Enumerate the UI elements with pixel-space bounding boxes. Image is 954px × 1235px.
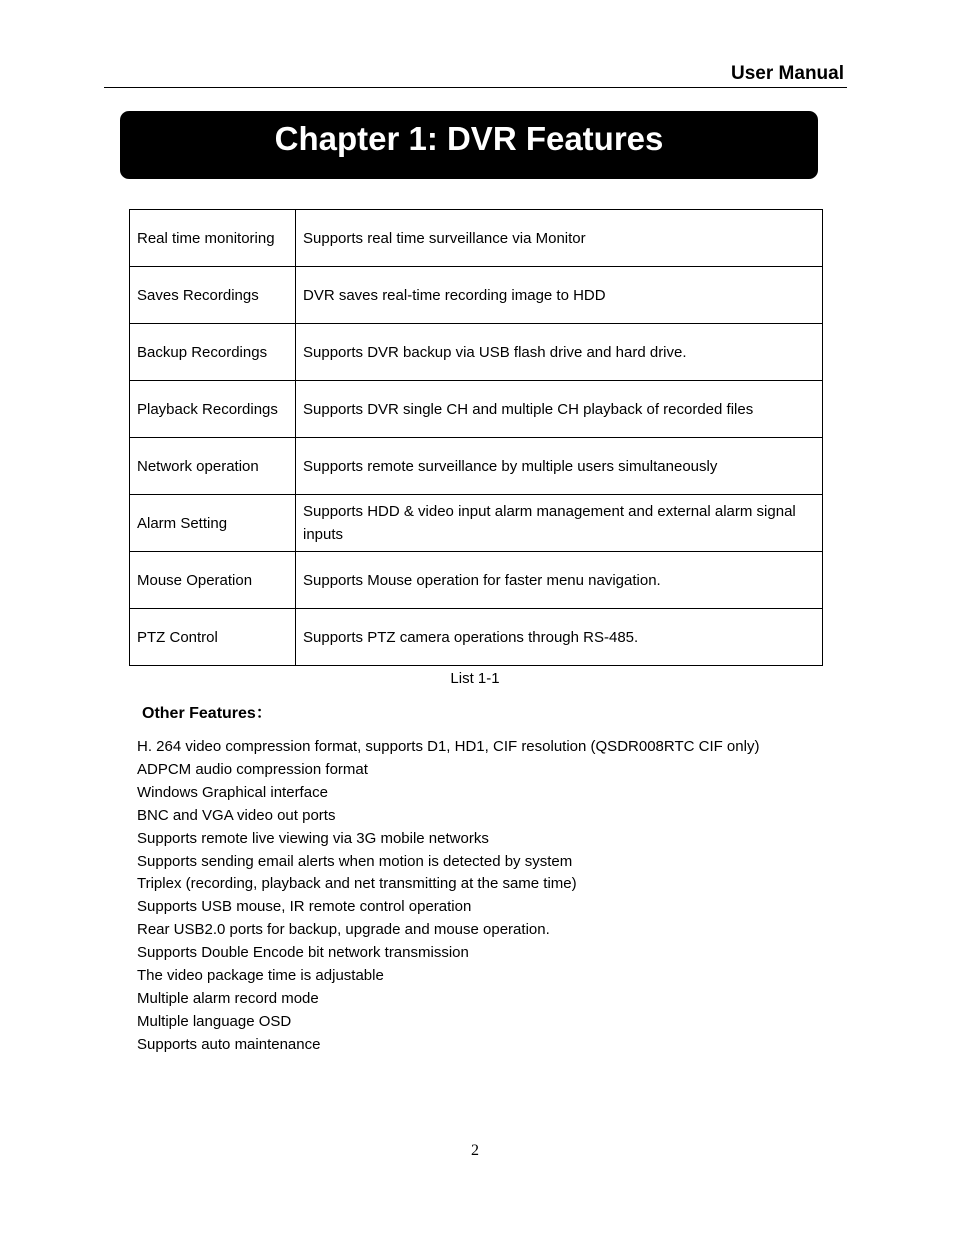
list-item: Supports remote live viewing via 3G mobile networks [137, 829, 489, 847]
table-row [130, 381, 823, 438]
chapter-banner [120, 111, 818, 179]
list-item: Rear USB2.0 ports for backup, upgrade and mouse operation. [137, 921, 550, 939]
list-item: Supports USB mouse, IR remote control operation [137, 898, 472, 916]
list-item: Supports sending email alerts when motion is detected by system [137, 852, 573, 870]
list-item: The video package time is adjustable [137, 967, 384, 985]
table-row [130, 552, 823, 609]
feature-description-cell: Supports Mouse operation for faster menu navigation. [296, 552, 823, 609]
table-caption: List 1-1 [450, 670, 500, 687]
list-item: Triplex (recording, playback and net transmitting at the same time) [137, 875, 577, 893]
table-row [130, 438, 823, 495]
feature-name-cell: Alarm Setting [130, 495, 296, 552]
document-header-title: User Manual [731, 63, 844, 84]
feature-description-cell: Supports PTZ camera operations through RS-485. [296, 609, 823, 666]
feature-name-cell: Saves Recordings [130, 267, 296, 324]
feature-description-cell: Supports DVR backup via USB flash drive and hard drive. [296, 324, 823, 381]
other-features-list [137, 736, 759, 1057]
header-divider [104, 87, 847, 88]
features-table [129, 209, 823, 666]
feature-name-cell: Playback Recordings [130, 381, 296, 438]
feature-name-cell: Backup Recordings [130, 324, 296, 381]
feature-name-cell: Real time monitoring [130, 210, 296, 267]
feature-name-cell: Network operation [130, 438, 296, 495]
list-item: Multiple alarm record mode [137, 989, 319, 1007]
list-item: BNC and VGA video out ports [137, 806, 336, 824]
other-features-heading: Other Features： [142, 705, 272, 722]
table-row [130, 267, 823, 324]
feature-name-cell: PTZ Control [130, 609, 296, 666]
feature-description-cell: Supports remote surveillance by multiple users simultaneously [296, 438, 823, 495]
feature-description-cell: DVR saves real-time recording image to HDD [296, 267, 823, 324]
feature-description-cell: Supports HDD & video input alarm management and external alarm signal inputs [296, 495, 823, 552]
feature-name-cell: Mouse Operation [130, 552, 296, 609]
table-row [130, 609, 823, 666]
feature-description-cell: Supports real time surveillance via Monitor [296, 210, 823, 267]
list-item: ADPCM audio compression format [137, 760, 368, 778]
list-item: H. 264 video compression format, supports D1, HD1, CIF resolution (QSDR008RTC CIF only) [137, 738, 760, 755]
list-item: Supports auto maintenance [137, 1035, 321, 1053]
table-row [130, 324, 823, 381]
feature-description-cell: Supports DVR single CH and multiple CH playback of recorded files [296, 381, 823, 438]
list-item: Multiple language OSD [137, 1012, 292, 1030]
table-row [130, 210, 823, 267]
table-row [130, 495, 823, 552]
chapter-title: Chapter 1: DVR Features [274, 120, 664, 157]
list-item: Windows Graphical interface [137, 783, 328, 801]
list-item: Supports Double Encode bit network transmission [137, 944, 469, 962]
page-number: 2 [471, 1142, 479, 1159]
